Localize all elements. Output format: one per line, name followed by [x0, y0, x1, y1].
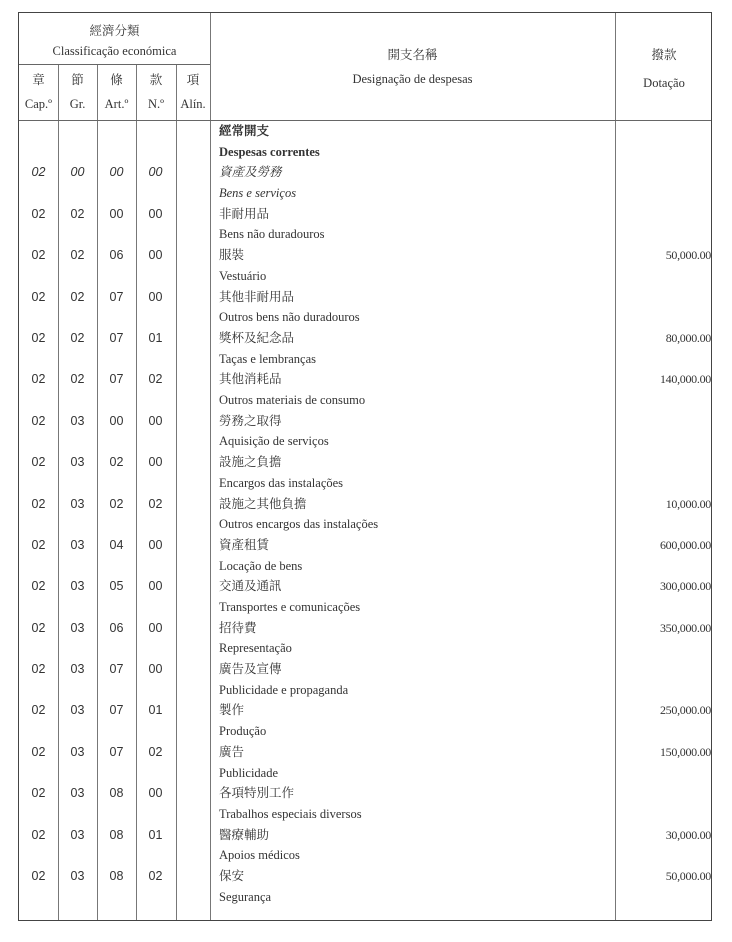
code-cell [136, 121, 175, 142]
amount-header [615, 41, 713, 97]
designation-zh: 非耐用品 [219, 206, 270, 221]
col-pt: Alín. [180, 97, 206, 111]
code-cell: 02 [31, 248, 46, 263]
code-cell: 02 [70, 289, 85, 304]
designation-pt: Apoios médicos [219, 848, 300, 863]
amount-cell [615, 411, 711, 432]
amount-cell: 250,000.00 [659, 703, 711, 718]
designation-pt: Designação de despesas [352, 72, 473, 86]
designation-zh: 製作 [219, 703, 245, 718]
amount-cell: 300,000.00 [659, 579, 711, 594]
code-cell: 00 [109, 413, 124, 428]
amount-cell [615, 162, 711, 183]
col-zh: 章 [32, 73, 45, 87]
table-row [19, 328, 711, 369]
amount-cell [615, 659, 711, 680]
designation-pt: Publicidade e propaganda [219, 682, 349, 697]
amount-zh: 撥款 [651, 48, 677, 62]
table-row [19, 162, 711, 203]
table-row [19, 204, 711, 245]
amount-cell: 30,000.00 [665, 827, 711, 842]
amount-cell: 50,000.00 [665, 869, 711, 884]
table-row [19, 535, 711, 576]
table-row [19, 452, 711, 493]
amount-cell [615, 121, 711, 142]
designation-pt: Representação [219, 641, 292, 656]
designation-zh: 各項特別工作 [219, 786, 295, 801]
code-cell: 00 [148, 165, 163, 180]
code-cell: 00 [148, 248, 163, 263]
code-cell: 00 [148, 289, 163, 304]
designation-zh: 醫療輔助 [219, 827, 270, 842]
amount-cell: 10,000.00 [665, 496, 711, 511]
code-cell: 00 [148, 206, 163, 221]
code-cell: 02 [31, 620, 46, 635]
code-cell: 01 [148, 703, 163, 718]
designation-pt: Despesas correntes [219, 144, 320, 159]
code-cell: 02 [109, 496, 124, 511]
code-cell: 01 [148, 330, 163, 345]
code-cell: 01 [148, 827, 163, 842]
designation-zh: 設施之其他負擔 [219, 496, 307, 511]
designation-pt: Produção [219, 724, 267, 739]
designation-zh: 廣告及宣傳 [219, 662, 282, 677]
code-cell: 02 [31, 827, 46, 842]
col-n [136, 68, 176, 116]
budget-table [18, 12, 712, 921]
code-cell: 02 [70, 372, 85, 387]
col-zh: 節 [71, 73, 84, 87]
code-cell: 00 [148, 662, 163, 677]
code-cell: 05 [109, 579, 124, 594]
designation-pt: Bens e serviços [219, 186, 297, 201]
designation-zh: 保安 [219, 869, 245, 884]
col-zh: 款 [149, 73, 163, 87]
code-cell: 03 [70, 579, 85, 594]
designation-zh: 服裝 [219, 248, 245, 263]
code-cell [58, 121, 97, 142]
designation-pt: Vestuário [219, 268, 267, 283]
designation-zh: 交通及通訊 [219, 579, 282, 594]
code-cell: 02 [70, 248, 85, 263]
code-cell: 02 [70, 206, 85, 221]
table-row [19, 742, 711, 783]
code-cell: 02 [31, 537, 46, 552]
code-cell: 03 [70, 413, 85, 428]
code-cell: 02 [31, 330, 46, 345]
code-cell [97, 121, 136, 142]
col-pt: Art.º [104, 97, 129, 111]
code-cell: 02 [31, 165, 46, 180]
classification-zh: 經濟分類 [89, 24, 140, 38]
designation-zh: 資產及勞務 [219, 165, 282, 180]
amount-cell [615, 452, 711, 473]
table-row [19, 783, 711, 824]
designation-pt: Outros bens não duradouros [219, 310, 360, 325]
code-cell: 00 [109, 206, 124, 221]
code-cell: 07 [109, 372, 124, 387]
amount-cell [615, 204, 711, 225]
code-cell: 08 [109, 786, 124, 801]
table-row [19, 866, 711, 907]
amount-cell: 600,000.00 [659, 537, 711, 552]
designation-zh: 資產租賃 [219, 537, 270, 552]
table-row [19, 287, 711, 328]
designation-zh: 招待費 [219, 620, 257, 635]
table-row [19, 121, 711, 162]
code-cell: 03 [70, 869, 85, 884]
designation-pt: Encargos das instalações [219, 475, 344, 490]
code-cell: 07 [109, 289, 124, 304]
code-cell: 07 [109, 662, 124, 677]
code-cell: 02 [31, 206, 46, 221]
code-cell: 02 [31, 869, 46, 884]
table-row [19, 245, 711, 286]
code-cell: 03 [70, 455, 85, 470]
amount-cell [615, 287, 711, 308]
designation-pt: Trabalhos especiais diversos [219, 806, 362, 821]
designation-zh: 其他消耗品 [219, 372, 282, 387]
code-cell: 02 [148, 744, 163, 759]
amount-cell: 140,000.00 [659, 372, 711, 387]
designation-pt: Outros encargos das instalações [219, 517, 379, 532]
designation-header [210, 43, 615, 91]
designation-pt: Taças e lembranças [219, 351, 316, 366]
designation-pt: Bens não duradouros [219, 227, 325, 242]
table-row [19, 659, 711, 700]
designation-zh: 勞務之取得 [219, 413, 282, 428]
table-row [19, 825, 711, 866]
code-cell: 07 [109, 703, 124, 718]
code-cell: 02 [31, 455, 46, 470]
code-cell: 02 [31, 496, 46, 511]
amount-cell [615, 783, 711, 804]
code-cell: 02 [31, 372, 46, 387]
code-cell: 02 [31, 703, 46, 718]
code-cell: 02 [31, 786, 46, 801]
amount-cell: 350,000.00 [659, 620, 711, 635]
code-cell: 02 [148, 496, 163, 511]
table-row [19, 576, 711, 617]
code-cell: 00 [148, 537, 163, 552]
code-cell: 03 [70, 744, 85, 759]
col-cap [19, 68, 58, 116]
col-pt: Gr. [69, 97, 86, 111]
code-cell: 03 [70, 703, 85, 718]
classification-header [19, 21, 210, 61]
code-cell: 02 [148, 869, 163, 884]
amount-cell: 50,000.00 [665, 248, 711, 263]
code-cell: 03 [70, 662, 85, 677]
code-cell: 04 [109, 537, 124, 552]
code-cell: 02 [31, 744, 46, 759]
code-cell: 02 [31, 289, 46, 304]
designation-pt: Publicidade [219, 765, 279, 780]
code-cell: 03 [70, 496, 85, 511]
table-row [19, 700, 711, 741]
code-cell: 00 [148, 620, 163, 635]
col-art [97, 68, 136, 116]
code-cell: 00 [148, 786, 163, 801]
col-zh: 項 [186, 73, 200, 87]
code-cell: 03 [70, 786, 85, 801]
amount-pt: Dotação [643, 76, 685, 90]
code-cell: 00 [70, 165, 85, 180]
code-cell: 02 [148, 372, 163, 387]
col-gr [58, 68, 97, 116]
code-cell: 02 [70, 330, 85, 345]
designation-zh: 其他非耐用品 [219, 289, 295, 304]
code-cell: 03 [70, 827, 85, 842]
code-cell: 02 [109, 455, 124, 470]
designation-pt: Aquisição de serviços [219, 434, 329, 449]
col-pt: N.º [147, 97, 165, 111]
table-row [19, 369, 711, 410]
code-cell [19, 121, 58, 142]
classification-pt: Classificação económica [52, 44, 177, 58]
code-cell: 02 [31, 579, 46, 594]
table-body [19, 121, 711, 907]
table-row [19, 494, 711, 535]
code-cell: 00 [148, 413, 163, 428]
code-cell: 02 [31, 413, 46, 428]
code-cell: 00 [109, 165, 124, 180]
designation-zh: 經常開支 [219, 124, 270, 138]
code-cell: 06 [109, 620, 124, 635]
designation-zh: 獎杯及紀念品 [219, 330, 295, 345]
col-alin [176, 68, 210, 116]
designation-zh: 設施之負擔 [219, 455, 282, 470]
col-zh: 條 [110, 73, 123, 87]
code-cell: 02 [31, 662, 46, 677]
table-row [19, 411, 711, 452]
code-cell: 00 [148, 455, 163, 470]
amount-cell: 80,000.00 [665, 330, 711, 345]
amount-cell: 150,000.00 [659, 744, 711, 759]
code-cell: 08 [109, 827, 124, 842]
table-row [19, 618, 711, 659]
code-cell: 03 [70, 537, 85, 552]
col-pt: Cap.º [24, 97, 53, 111]
code-cell: 03 [70, 620, 85, 635]
designation-pt: Outros materiais de consumo [219, 393, 366, 408]
designation-pt: Locação de bens [219, 558, 303, 573]
code-cell: 07 [109, 744, 124, 759]
code-cell: 08 [109, 869, 124, 884]
designation-pt: Segurança [219, 889, 272, 904]
code-cell: 06 [109, 248, 124, 263]
designation-pt: Transportes e comunicações [219, 599, 361, 614]
row-divider [19, 64, 210, 65]
code-cell: 00 [148, 579, 163, 594]
designation-zh: 廣告 [219, 744, 245, 759]
designation-zh: 開支名稱 [387, 48, 438, 62]
code-cell: 07 [109, 330, 124, 345]
